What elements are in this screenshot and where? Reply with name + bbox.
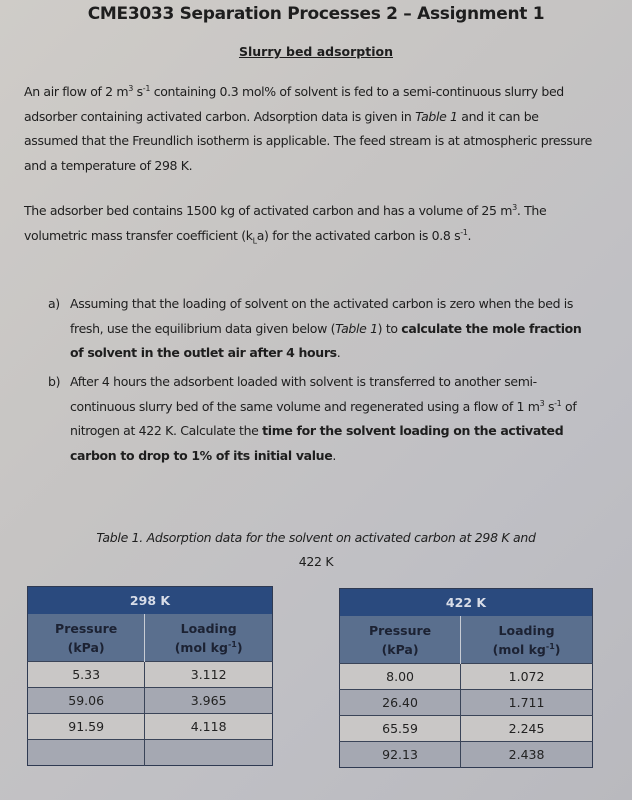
table-row [340,716,593,742]
text: and it can be assumed that the Freundlich isotherm is applicable. The feed stream is at atmospheric pressure and a temperature of 298 K. [24,108,592,173]
table-row [340,690,593,716]
superscript: 3 [128,83,133,93]
text: (mol kg [492,641,546,657]
text: containing 0.3 mol% of solvent is fed to a semi-continuous slurry bed adsorber containing activated carbon. Adsorption data is given in [24,84,564,124]
caption-line-2: 422 K [298,554,334,569]
text: . [467,227,472,243]
loading-cell [145,740,273,766]
pressure-cell: 91.59 [28,714,145,740]
caption-line-1: Table 1. Adsorption data for the solvent on activated carbon at 298 K and [96,530,536,545]
text: ) [554,641,561,657]
bold-text: time for the solvent loading on the activated carbon to drop to 1% of its initial value [70,423,564,463]
table-reference: Table 1 [335,320,378,336]
table-row [28,688,273,714]
text: Loading [180,620,237,636]
adsorption-table-298k [27,586,273,766]
subscript: L [252,236,257,245]
loading-cell: 2.438 [461,742,593,768]
pressure-cell: 92.13 [340,742,461,768]
text: of nitrogen at 422 K. Calculate the [70,398,577,438]
table-row [28,714,273,740]
table-caption [0,526,632,574]
pressure-cell: 5.33 [28,662,145,688]
bold-text: calculate the mole fraction of solvent in the outlet air after 4 hours [70,320,582,360]
text: Pressure [368,622,432,638]
table-temperature-header: 422 K [340,589,593,617]
loading-cell: 1.711 [461,690,593,716]
intro-paragraph-1 [24,80,592,178]
intro-paragraph-2 [24,199,592,248]
loading-cell: 4.118 [145,714,273,740]
text: s [133,84,143,99]
text: The adsorber bed contains 1500 kg of activated carbon and has a volume of 25 m [24,203,513,218]
superscript: -1 [460,227,468,237]
text: ) [236,639,243,655]
column-header-loading [461,616,593,664]
table-row [340,664,593,690]
pressure-cell [28,740,145,766]
text: . [336,345,341,360]
superscript: -1 [227,639,237,649]
loading-cell: 1.072 [461,664,593,690]
text: An air flow of 2 m [24,84,129,99]
superscript: -1 [142,83,151,93]
column-header-pressure [340,616,461,664]
question-a [48,292,594,366]
text: (mol kg [174,639,228,655]
column-header-pressure [28,614,145,662]
table-reference: Table 1 [415,108,458,124]
loading-cell: 3.112 [145,662,273,688]
loading-cell: 3.965 [145,688,273,714]
section-subtitle: Slurry bed adsorption [238,44,393,59]
superscript: 3 [512,202,517,212]
text: s [544,398,555,414]
page-title: CME3033 Separation Processes 2 – Assignment 1 [87,4,545,24]
pressure-cell: 8.00 [340,664,461,690]
text: ) to [377,320,402,336]
pressure-cell: 26.40 [340,690,461,716]
superscript: -1 [545,641,555,651]
text: (kPa) [67,639,105,655]
question-label: a) [48,296,60,311]
superscript: 3 [539,398,545,408]
table-row-empty [28,740,273,766]
question-text [70,370,594,468]
question-b [48,370,594,468]
text: Loading [498,622,555,638]
question-text [70,292,594,366]
table-row [28,662,273,688]
text: . The volumetric mass transfer coefficient (k [24,203,547,243]
pressure-cell: 65.59 [340,716,461,742]
question-label: b) [48,374,61,389]
text: a) for the activated carbon is 0.8 s [256,227,461,243]
text: . [332,447,336,463]
adsorption-table-422k [339,588,593,768]
text: Pressure [55,620,118,636]
column-header-loading [145,614,273,662]
text: (kPa) [381,641,419,657]
table-temperature-header: 298 K [28,587,273,615]
superscript: -1 [554,398,562,408]
text: Assuming that the loading of solvent on the activated carbon is zero when the bed is fresh, use the equilibrium data given below ( [70,296,574,336]
table-row [340,742,593,768]
loading-cell: 2.245 [461,716,593,742]
pressure-cell: 59.06 [28,688,145,714]
text: After 4 hours the adsorbent loaded with solvent is transferred to another semi-continuous slurry bed of the same volume and regenerated using a flow of 1 m [70,374,540,414]
